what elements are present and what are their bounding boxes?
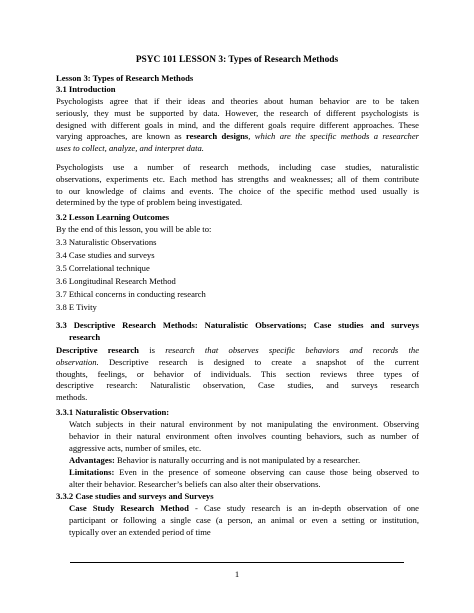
- intro-heading: 3.1 Introduction: [56, 84, 116, 94]
- case-study-label: Case Study Research Method: [69, 503, 189, 513]
- limitations-paragraph: Limitations: Even in the presence of someone observing can cause those being observed to alter their behavior. Researcher’s beliefs can also alter their observations.: [69, 467, 419, 489]
- section-3-3-heading: 3.3 Descriptive Research Methods: Naturalistic Observations; Case studies and surveys research: [56, 320, 419, 342]
- intro-paragraph-2: Psychologists use a number of research methods, including case studies, naturalistic observations, experiments etc. Each method has strengths and weaknesses; all of them contribute to our knowledge of claims and events. The choice of the specific method used usually is determined by the type of problem being investigated.: [56, 162, 419, 208]
- naturalistic-observation-paragraph: Watch subjects in their natural environment by not manipulating the environment. Observing behavior in their natural environment often involves counting behaviors, such as number of aggressive acts, number of smiles, etc.: [69, 419, 419, 453]
- outcome-item: 3.4 Case studies and surveys: [56, 250, 155, 260]
- outcomes-heading: 3.2 Lesson Learning Outcomes: [56, 212, 170, 222]
- limitations-label: Limitations:: [69, 467, 115, 477]
- section-3-3-1-heading: 3.3.1 Naturalistic Observation:: [56, 407, 170, 417]
- page-title: PSYC 101 LESSON 3: Types of Research Methods: [135, 55, 339, 65]
- descriptive-research-term: Descriptive research: [56, 345, 139, 355]
- outcome-item: 3.5 Correlational technique: [56, 263, 150, 273]
- footer-divider: [70, 562, 404, 563]
- outcome-item: 3.3 Naturalistic Observations: [56, 237, 157, 247]
- advantages-paragraph: Advantages: Behavior is naturally occurring and is not manipulated by a researcher.: [69, 455, 361, 465]
- page-number: 1: [234, 569, 240, 579]
- advantages-label: Advantages:: [69, 455, 115, 465]
- outcome-item: 3.7 Ethical concerns in conducting research: [56, 289, 206, 299]
- outcome-item: 3.8 E Tivity: [56, 302, 97, 312]
- section-3-3-paragraph: Descriptive research is research that observes specific behaviors and records the observation. Descriptive research is designed to create a snapshot of the current thoughts, feelings, or behavior of individuals. This section reviews three types of descriptive research: Naturalistic observation, Case studies, and surveys research methods.: [56, 345, 420, 403]
- research-designs-term: research designs: [185, 131, 249, 142]
- case-study-paragraph: Case Study Research Method - Case study research is an in-depth observation of one participant or following a single case (a person, an animal or even a setting or institution, typically over an extended period of time: [69, 503, 419, 537]
- outcomes-intro: By the end of this lesson, you will be able to:: [56, 224, 212, 234]
- lesson-heading: Lesson 3: Types of Research Methods: [56, 73, 194, 83]
- section-3-3-2-heading: 3.3.2 Case studies and surveys and Surveys: [56, 491, 214, 501]
- intro-paragraph-1: Psychologists agree that if their ideas and theories about human behavior are to be taken seriously, they must be supported by data. However, the research of different psychologists is designed with different goals in mind, and the different goals require different approaches. These varying approaches, are known as research designs, which are the specific methods a researcher uses to collect, analyze, and interpret data.: [56, 96, 419, 154]
- outcome-item: 3.6 Longitudinal Research Method: [56, 276, 176, 286]
